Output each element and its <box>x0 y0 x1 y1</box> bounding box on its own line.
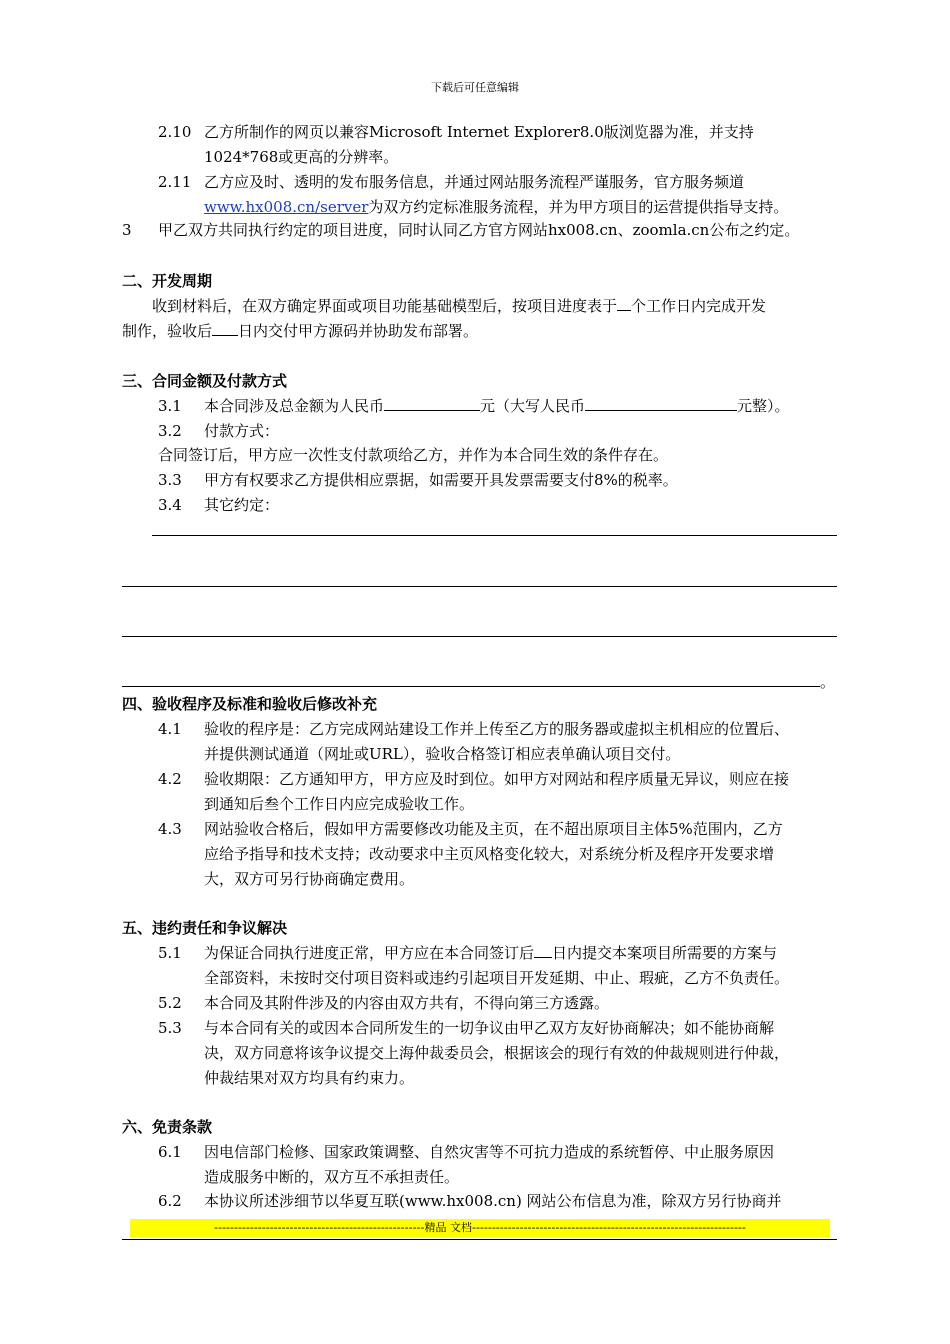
clause-5-1-line1 <box>158 943 777 963</box>
clause-4-1-line1 <box>158 719 789 739</box>
text: 其它约定： <box>204 496 280 514</box>
service-link[interactable]: www.hx008.cn/server <box>204 198 369 216</box>
text: 本合同涉及总金额为人民币 <box>204 397 385 415</box>
clause-4-2-line1 <box>158 769 789 789</box>
text: 日内交付甲方源码并协助发布部署。 <box>238 322 479 340</box>
clause-2-10-line1 <box>158 122 754 142</box>
text: 验收期限：乙方通知甲方，甲方应及时到位。如甲方对网站和程序质量无异议，则应在接 <box>204 770 790 788</box>
clause-number: 5.3 <box>158 1019 182 1037</box>
footer-banner: -----------------------------------------------------精品 文档--------------------------------------------------------------------- <box>130 1219 830 1237</box>
clause-number: 4.2 <box>158 770 182 788</box>
text: 日内提交本案项目所需要的方案与 <box>552 944 778 962</box>
section-title-5: 五、违约责任和争议解决 <box>122 919 288 937</box>
clause-number: 3.3 <box>158 471 182 489</box>
clause-number: 4.1 <box>158 720 182 738</box>
clause-text: 甲乙双方共同执行约定的项目进度，同时认同乙方官方网站hx008.cn、zoomla.cn公布之约定。 <box>158 221 800 239</box>
clause-number: 4.3 <box>158 820 182 838</box>
sec2-paragraph-line1 <box>152 296 766 316</box>
clause-6-1-line2: 造成服务中断的，双方互不承担责任。 <box>204 1168 460 1186</box>
clause-number: 6.2 <box>158 1192 182 1210</box>
text: 验收的程序是：乙方完成网站建设工作并上传至乙方的服务器或虚拟主机相应的位置后、 <box>204 720 790 738</box>
section-title-6: 六、免责条款 <box>122 1118 213 1136</box>
text: 与本合同有关的或因本合同所发生的一切争议由甲乙双方友好协商解决；如不能协商解 <box>204 1019 775 1037</box>
clause-3 <box>122 220 799 240</box>
page-header: 下载后可任意编辑 <box>431 81 519 94</box>
payment-text: 合同签订后，甲方应一次性支付款项给乙方，并作为本合同生效的条件存在。 <box>158 446 669 464</box>
section-title-2: 二、开发周期 <box>122 272 213 290</box>
fill-line[interactable] <box>122 686 820 687</box>
clause-4-2-line2: 到通知后叁个工作日内应完成验收工作。 <box>204 795 475 813</box>
clause-text: 为双方约定标准服务流程，并为甲方项目的运营提供指导支持。 <box>368 198 789 216</box>
text: 因电信部门检修、国家政策调整、自然灾害等不可抗力造成的系统暂停、中止服务原因 <box>204 1143 775 1161</box>
sec2-paragraph-line2 <box>122 321 478 341</box>
text: 制作，验收后 <box>122 322 213 340</box>
clause-3-3 <box>158 470 678 490</box>
clause-text: 乙方应及时、透明的发布服务信息，并通过网站服务流程严谨服务，官方服务频道 <box>204 173 745 191</box>
clause-number: 5.1 <box>158 944 182 962</box>
clause-2-10-line2: 1024*768或更高的分辨率。 <box>204 148 399 166</box>
clause-4-3-line3: 大，双方可另行协商确定费用。 <box>204 870 415 888</box>
clause-3-2 <box>158 421 279 441</box>
clause-5-3-line1 <box>158 1018 774 1038</box>
text: 为保证合同执行进度正常，甲方应在本合同签订后 <box>204 944 535 962</box>
clause-number: 5.2 <box>158 994 182 1012</box>
fill-line[interactable] <box>122 636 837 637</box>
clause-number: 2.11 <box>158 173 192 191</box>
clause-2-11-line1 <box>158 172 744 192</box>
text: 元（大写人民币 <box>480 397 586 415</box>
blank-delivery-days[interactable] <box>212 321 238 336</box>
clause-6-2-line1 <box>158 1191 782 1211</box>
end-mark: 。 <box>820 673 836 691</box>
text: 收到材料后，在双方确定界面或项目功能基础模型后，按项目进度表于 <box>152 297 618 315</box>
text: 甲方有权要求乙方提供相应票据，如需要开具发票需要支付8%的税率。 <box>204 471 678 489</box>
clause-number: 2.10 <box>158 123 192 141</box>
clause-2-11-line2 <box>204 197 788 217</box>
clause-3-1 <box>158 396 790 416</box>
clause-number: 3 <box>122 221 132 239</box>
text: 元整）。 <box>737 397 790 415</box>
clause-5-1-line2: 全部资料，未按时交付项目资料或违约引起项目开发延期、中止、瑕疵，乙方不负责任。 <box>204 969 790 987</box>
clause-5-3-line3: 仲裁结果对双方均具有约束力。 <box>204 1069 415 1087</box>
blank-amount[interactable] <box>384 396 480 411</box>
blank-amount-uppercase[interactable] <box>585 396 737 411</box>
section-title-4: 四、验收程序及标准和验收后修改补充 <box>122 695 378 713</box>
text: 个工作日内完成开发 <box>631 297 767 315</box>
text: 本合同及其附件涉及的内容由双方共有，不得向第三方透露。 <box>204 994 610 1012</box>
clause-4-1-line2: 并提供测试通道（网址或URL），验收合格签订相应表单确认项目交付。 <box>204 745 681 763</box>
clause-text: 乙方所制作的网页以兼容Microsoft Internet Explorer8.0版浏览器为准，并支持 <box>204 123 754 141</box>
clause-3-4 <box>158 495 279 515</box>
clause-4-3-line1 <box>158 819 783 839</box>
clause-4-3-line2: 应给予指导和技术支持；改动要求中主页风格变化较大，对系统分析及程序开发要求增 <box>204 845 775 863</box>
clause-number: 3.4 <box>158 496 182 514</box>
text: 付款方式： <box>204 422 280 440</box>
footer-rule <box>122 1239 837 1240</box>
clause-number: 3.2 <box>158 422 182 440</box>
clause-6-1-line1 <box>158 1142 774 1162</box>
blank-days[interactable] <box>617 296 631 311</box>
clause-5-2 <box>158 993 609 1013</box>
fill-line[interactable] <box>152 535 837 536</box>
clause-5-3-line2: 决，双方同意将该争议提交上海仲裁委员会，根据该会的现行有效的仲裁规则进行仲裁， <box>204 1044 790 1062</box>
blank-submit-days[interactable] <box>534 943 552 958</box>
clause-number: 6.1 <box>158 1143 182 1161</box>
text: 网站验收合格后，假如甲方需要修改功能及主页，在不超出原项目主体5%范围内，乙方 <box>204 820 783 838</box>
text: 本协议所述涉细节以华夏互联(www.hx008.cn) 网站公布信息为准，除双方另行协商并 <box>204 1192 782 1210</box>
section-title-3: 三、合同金额及付款方式 <box>122 372 288 390</box>
clause-number: 3.1 <box>158 397 182 415</box>
fill-line[interactable] <box>122 586 837 587</box>
